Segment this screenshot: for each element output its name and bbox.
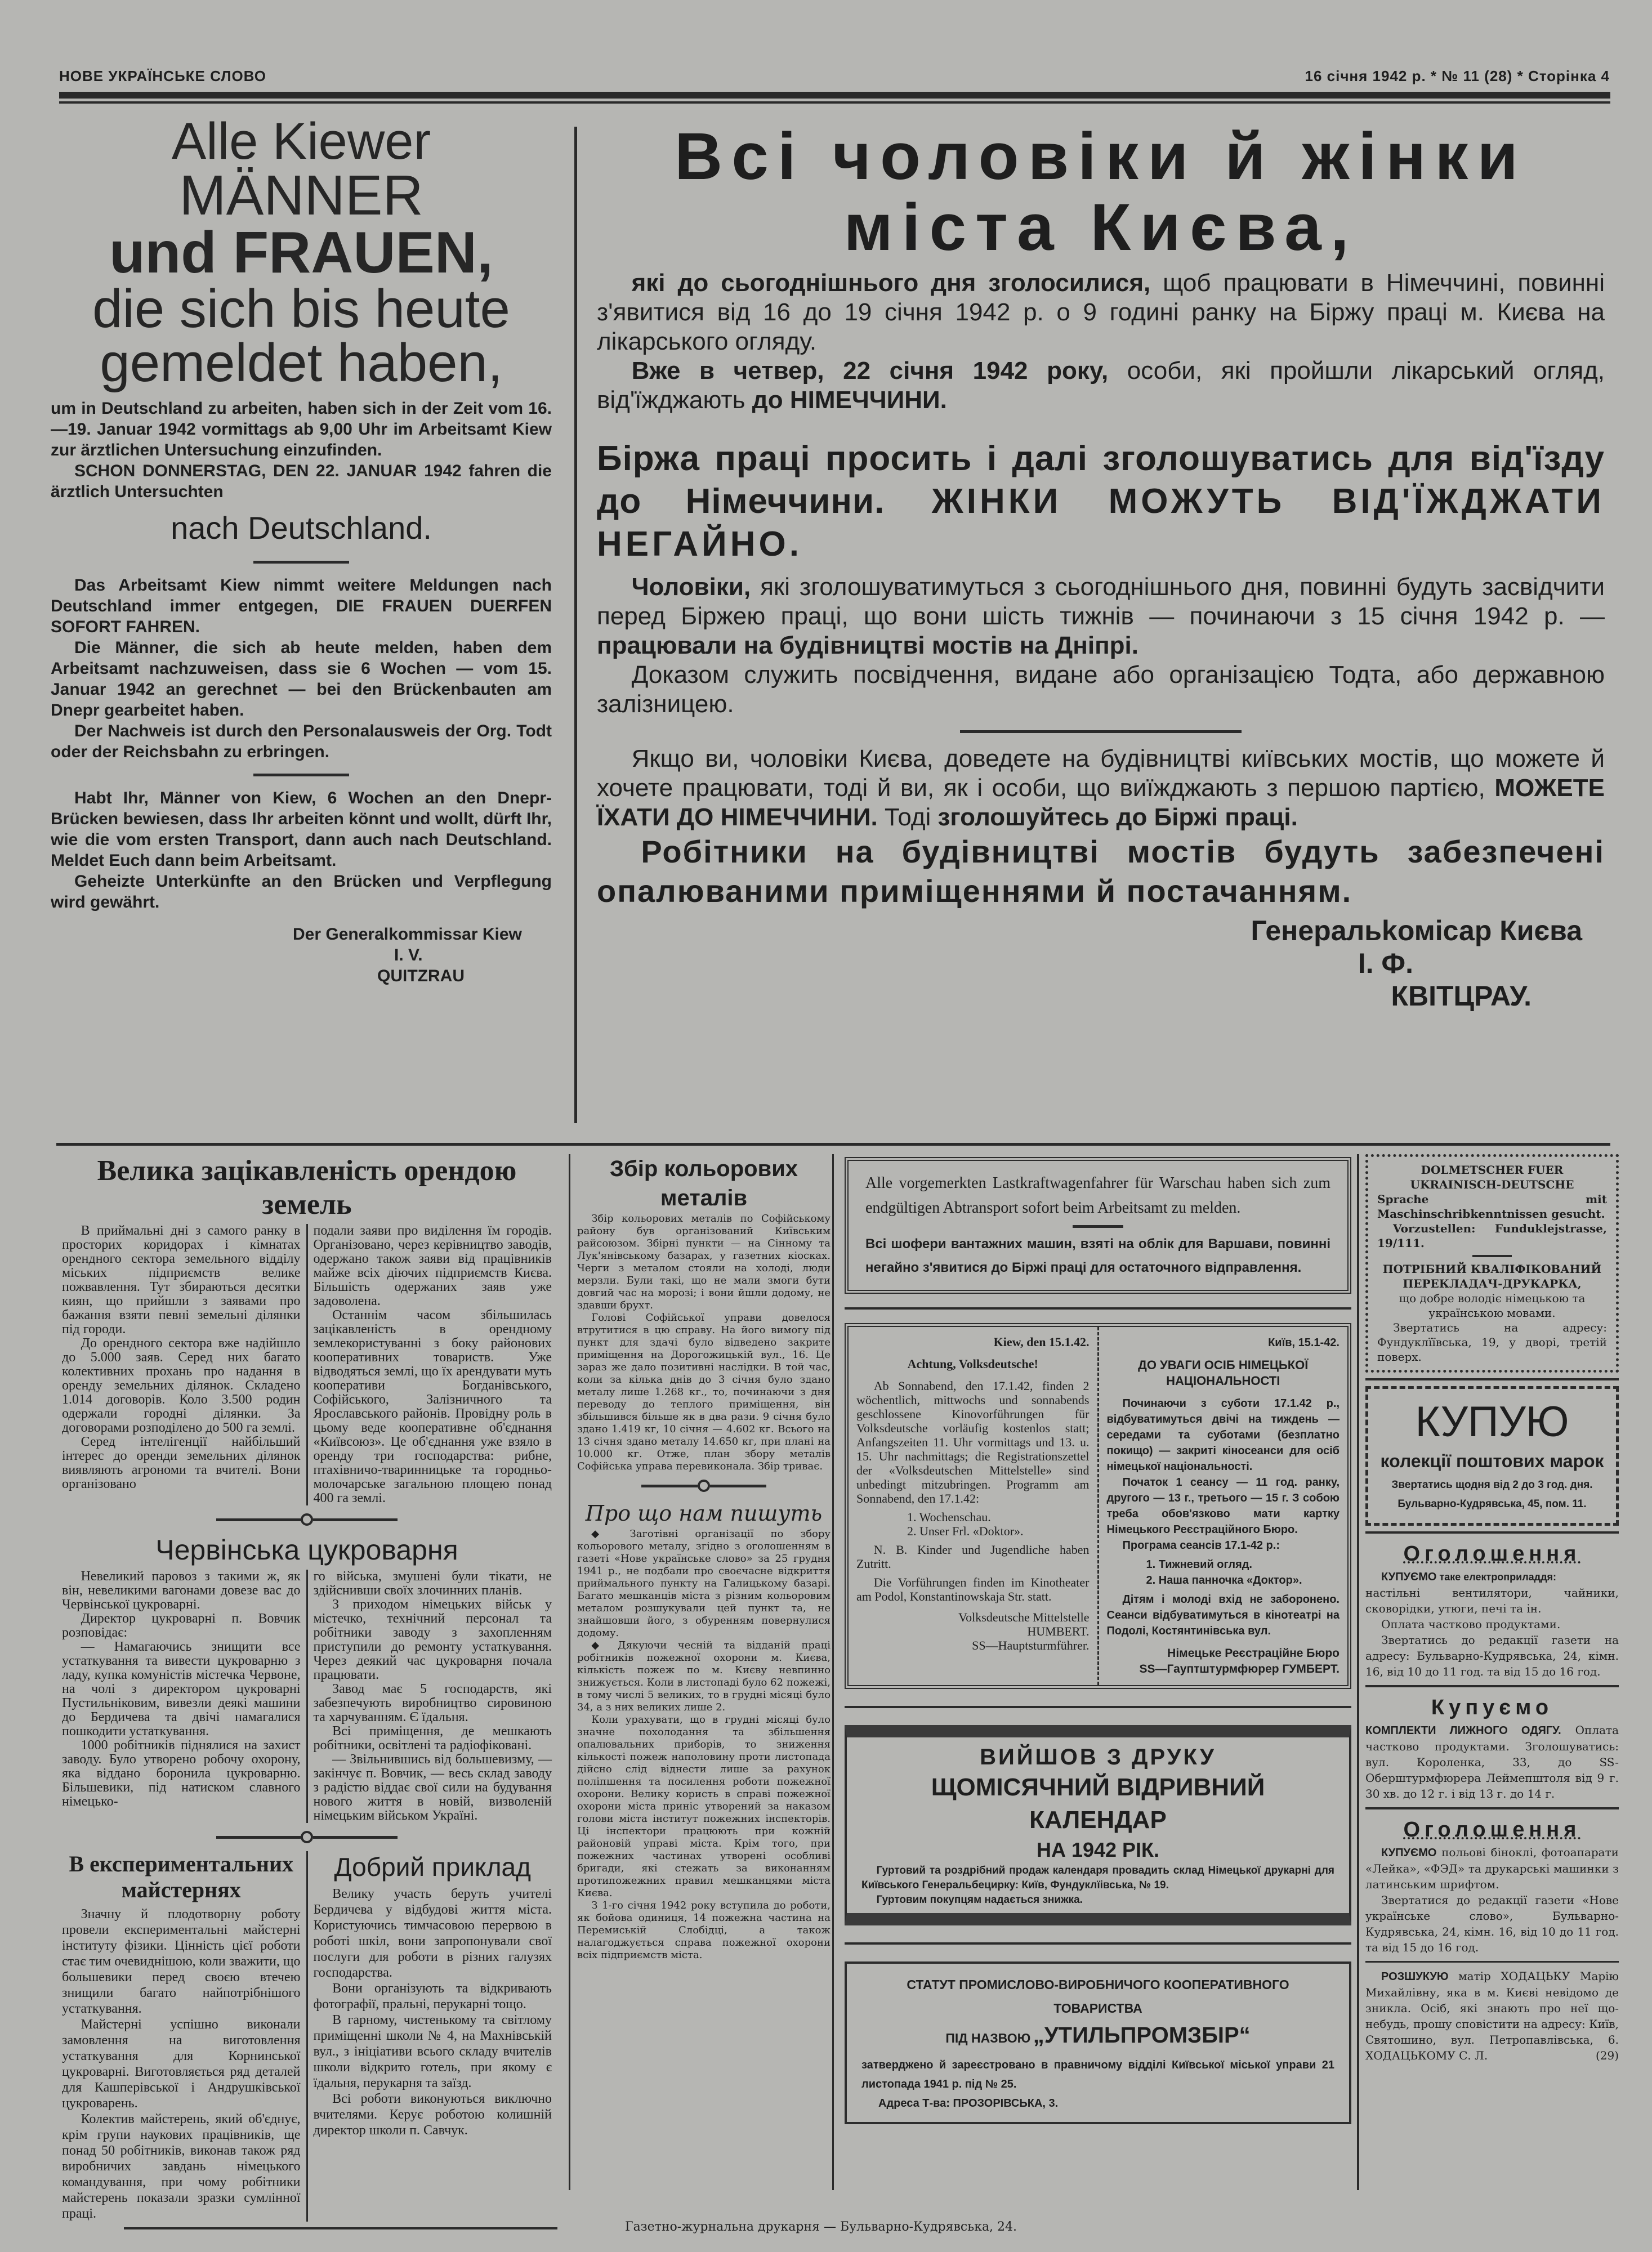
ad-text-de: Alle vorgemerkten Lastkraftwagenfahrer für Warschau haben sich zum endgültigen Abtransport sofort beim Arbeitsamt zu melden. — [865, 1174, 1330, 1217]
uk-big-paragraph-2: Робітники на будівництві мостів будуть забезпечені опалюваними приміщеннями й постачанням. — [597, 834, 1605, 909]
ad-paragraph: Sprache mit Maschinschribkenntnissen gesucht. — [1377, 1192, 1607, 1221]
ad-signature-line: Німецьке Реєстраційне Бюро — [1167, 1647, 1340, 1660]
ad-rule — [1365, 1531, 1619, 1534]
ad-calendar-line2: ЩОМІСЯЧНИЙ ВІДРИВНИЙ КАЛЕНДАР — [931, 1773, 1265, 1834]
ad-rule — [845, 1706, 1351, 1708]
ad-paragraph: Починаючи з суботи 17.1.42 р., відбуватимуться двічі на тиждень — середами та суботами (безплатно покищо) — закриті кіносеанси для осіб німецької національності. — [1106, 1397, 1340, 1473]
ad-address: Адреса Т-ва: ПРОЗОРІВСЬКА, 3. — [878, 2097, 1059, 2110]
ad-paragraph: Гуртовий та роздрібний продаж календаря провадить склад Німецької друкарні для Київського Генеральбецирку: Київ, Фундуклїівська, № 19. — [861, 1865, 1334, 1891]
article-paragraph: В приймальні дні з самого ранку в просторих коридорах і кімнатах орендного сектора земельного відділу міських підприємств велике пожвавлення. Тут збираються десятки киян, що прийшли з заявами про бажання взяти певні земельні ділянки під городи. — [62, 1223, 301, 1337]
issue-info: 16 січня 1942 р. * № 11 (28) * Сторінка 4 — [1305, 68, 1610, 84]
header-rule-thick — [59, 92, 1610, 99]
bottom-left-articles — [56, 1851, 557, 2222]
ad-volksdeutsche — [845, 1323, 1351, 1689]
bottom-rule — [124, 2227, 557, 2229]
ad-paragraph: затверджено й зареєстровано в правничому відділі Київської міської управи 21 листопада 1941 р. під № 25. — [861, 2059, 1334, 2090]
uk-paragraph: які до сьогоднішнього дня зголосилися, щоб працювати в Німеччині, повинні з'явитися від 16 до 19 січня 1942 р. о 9 годині ранку на Біржу праці м. Києва на лікарського огляду. — [597, 269, 1605, 355]
printer-footer: Газетно-журнальна друкарня — Бульварно-Кудрявська, 24. — [625, 2220, 1017, 2234]
de-headline-1: Alle Kiewer — [171, 113, 431, 170]
ad-date: Kiew, den 15.1.42. — [993, 1335, 1090, 1349]
divider — [253, 774, 349, 776]
ad-text-uk: Всі шофери вантажних машин, взяті на облік для Варшави, повинні негайно з'явитися до Біржі праці для остаточного відправлення. — [865, 1236, 1330, 1275]
de-paragraph: Habt Ihr, Männer von Kiew, 6 Wochen an den Dnepr-Brücken bewiesen, dass Ihr arbeiten könnt und wollt, dürft Ihr, wie die vom ersten Transport, dann auch nach Deutschland. Meldet Euch dann beim Arbeitsamt. — [51, 789, 552, 870]
de-headline-5: gemeldet haben, — [100, 333, 503, 393]
german-notice — [51, 115, 552, 986]
program-item: 2. Наша панночка «Доктор». — [1146, 1574, 1302, 1587]
de-paragraph: um in Deutschland zu arbeiten, haben sich in der Zeit vom 16.—19. Januar 1942 vormittags ab 9,00 Uhr im Arbeitsamt Kiew zur ärztlichen Untersuchung einzufinden. — [51, 399, 552, 459]
article-title: Збір кольорових металів — [609, 1156, 798, 1210]
divider — [253, 561, 349, 564]
ad-signature-line: HUMBERT. — [1027, 1624, 1090, 1638]
de-headline-4: die sich bis heute — [92, 279, 510, 339]
ukrainian-notice — [597, 121, 1605, 1012]
uk-paragraph: Якщо ви, чоловіки Києва, доведете на будівництві київських мостів, що можете й хочете працювати, тоді й ви, як і особи, що виїжджають з першою партією, МОЖЕТЕ ЇХАТИ ДО НІМЕЧЧИНИ. Тоді зголошуйтесь до Біржі праці. — [597, 745, 1605, 831]
article-paragraph: Майстерні успішно виконали замовлення на виготовлення устаткування для Корнинської цукроварні. Виготовляється ряд деталей для Кашперівської і Андрушківської цукроварень. — [62, 2017, 301, 2111]
article-paragraph: Директор цукроварні п. Вовчик розповідає: — [62, 1611, 301, 1640]
uk-paragraph: Вже в четвер, 22 січня 1942 року, особи, які пройшли лікарський огляд, від'їжджають до НІМЕЧЧИНИ. — [597, 357, 1605, 414]
de-destination: nach Deutschland. — [171, 510, 432, 546]
ad-paragraph: Оплата частково продуктами. — [1381, 1617, 1561, 1631]
article-title: В експериментальних майстернях — [69, 1851, 294, 1902]
ad-volksdeutsche-uk — [1099, 1327, 1348, 1685]
article-sugar-factory — [56, 1534, 557, 1823]
article-paragraph: Всі приміщення, де мешкають робітники, освітлені та радіофіковані. — [313, 1724, 552, 1753]
ad-number: (29) — [1595, 2049, 1619, 2062]
article-title: Червінська цукроварня — [155, 1534, 458, 1566]
ad-paragraph: N. B. Kinder und Jugendliche haben Zutritt. — [856, 1543, 1090, 1571]
ad-title: ПОТРІБНИЙ КВАЛІФІКОВАНИЙ ПЕРЕКЛАДАЧ-ДРУКАРКА, — [1382, 1262, 1602, 1290]
ad-rule — [1365, 1685, 1619, 1687]
de-headline-3: und FRAUEN, — [109, 220, 493, 285]
ad-interpreter — [1365, 1154, 1619, 1373]
section-title: Оголошення — [1403, 1818, 1581, 1842]
divider — [960, 730, 1242, 733]
ad-address: Vorzustellen: Funduklejstrasse, 19/111. — [1377, 1222, 1607, 1250]
de-paragraph: Die Männer, die sich ab heute melden, haben dem Arbeitsamt nachzuweisen, dass sie 6 Wochen — vom 15. Januar 1942 an gerechnet — bei den Brückenbauten am Dnepr gearbeitet haben. — [51, 638, 552, 720]
article-paragraph: подали заяви про виділення їм городів. Організовано, через керівництво заводів, одержано також заяви від працівників майже всіх діючих підприємств Києва. Більшість одержаних заяв уже задоволена. — [313, 1223, 552, 1308]
section-rule — [56, 1143, 1610, 1146]
uk-paragraph: Доказом служить посвідчення, видане або організацією Тодта, або державною залізницею. — [597, 661, 1605, 718]
article-paragraph: 1000 робітників піднялися на захист заводу. Було утворено робочу охорону, яка віддано боронила цукроварню. Більшевики, під натиском славного німецько- — [62, 1738, 301, 1809]
article-paragraph: го війська, змушені були тікати, не здійснивши своїх злочинних планів. — [313, 1569, 552, 1598]
de-signature-line: I. V. — [394, 946, 423, 964]
paper-name: НОВЕ УКРАЇНСЬКЕ СЛОВО — [59, 68, 267, 84]
column-c — [845, 1157, 1351, 2124]
ad-paragraph: КУПУЄМО таке електроприладдя: — [1381, 1571, 1557, 1583]
column-d — [1365, 1154, 1619, 2063]
ad-statute-name-line: ПІД НАЗВОЮ „УТИЛЬПРОМЗБІР“ — [945, 2023, 1251, 2048]
column-divider — [1357, 1154, 1359, 2190]
article-paragraph: Колектив майстерень, який об'єднує, крім групи наукових працівників, ще понад 50 робітників, виконав також ряд виробничих завдань німецького командування, при чому робітники майстерень показали зразки сумлінної праці. — [62, 2112, 301, 2221]
ad-volksdeutsche-de — [849, 1327, 1099, 1685]
divider — [1073, 1225, 1123, 1228]
uk-big-paragraph: Біржа праці просить і далі зголошуватись для від'їзду до Німеччини. ЖІНКИ МОЖУТЬ ВІД'ЇЖДЖАТИ НЕГАЙНО. — [597, 439, 1605, 564]
ad-paragraph: Ab Sonnabend, den 17.1.42, finden 2 wöchentlich, mittwochs und sonnabends geschlossene Kinovorführungen für Volksdeutsche vorläufig kostenlos statt; Anfangszeiten 11. Uhr vormittags und 13. u. 15. Uhr nachmittags; die Registrationszettel der «Volksdeutschen Mittelstelle» sind unbedingt mitzubringen. Programm am Sonnabend, den 17.1.42: — [856, 1379, 1090, 1505]
ad-paragraph: КОМПЛЕКТИ ЛИЖНОГО ОДЯГУ. Оплата частково продуктами. Зголошуватись: вул. Короленка, 33, до SS-Оберштурмфюрера Леймепштоля від 9 г. 30 хв. до 12 г. і від 13 г. до 14 г. — [1365, 1723, 1619, 1800]
ad-title: ДО УВАГИ ОСІБ НІМЕЦЬКОЇ НАЦІОНАЛЬНОСТІ — [1138, 1358, 1309, 1388]
article-title: Про що нам пишуть — [585, 1501, 823, 1526]
column-a — [56, 1154, 557, 2235]
ad-signature-line: SS—Hauptsturmführer. — [972, 1638, 1090, 1652]
article-paragraph: ◆ Заготівні організації по збору кольорового металу, згідно з оголошенням в газеті «Нове українське слово» за 25 грудня 1941 р., не подбали про своєчасне відкриття приймального пункту на Галицькому базарі. Багато мешканців міста з різним кольоровим металом розшукували цей пункт та, не знайшовши його, з обуренням повернулися додому. — [577, 1528, 831, 1639]
ad-rule — [845, 1942, 1351, 1945]
de-headline-2: MÄNNER — [179, 164, 423, 227]
de-paragraph: SCHON DONNERSTAG, DEN 22. JANUAR 1942 fahren die ärztlich Untersuchten — [51, 462, 552, 501]
column-metals — [577, 1154, 831, 1961]
article-paragraph: — Намагаючись знищити все устаткування та вивести цукроварню з ладу, купка комуністів містечка Червоне, на чолі з директором цукроварні Пустильніковим, вивезли деякі машини до Бердичева та двічі намагалися пошкодити устаткування. — [62, 1639, 301, 1739]
uk-headline-1: Всі чоловіки й жінки — [675, 119, 1527, 194]
de-paragraph: Geheizte Unterkünfte an den Brücken und Verpflegung wird gewährt. — [51, 872, 552, 911]
ad-paragraph: Звертатися до редакції газети «Нове українське слово», Бульварно-Кудрявська, 24, кімн. 16, від 10 до 11 год. та від 15 до 16 год. — [1365, 1893, 1619, 1954]
uk-paragraph: Чоловіки, які зголошуватимуться з сьогоднішнього дня, повинні будуть засвідчити перед Біржею праці, що вони шість тижнів — починаючи з 15 січня 1942 р. — працювали на будівництві мостів на Дніпрі. — [597, 573, 1605, 659]
article-paragraph: Останнім часом збільшилась зацікавленість в орендному землекористуванні з боку районових кооперативних товариств. Уже відводяться землі, що їх арендувати муть кооперативи Богданівського, Софійського, Залізничного та Ярославського районів. Провідну роль в цьому веде кооперативне об'єднання «Київсоюз». Це об'єднання уже взяло в оренду три господарства: рибне, птахівничо-тваринницьке та городньо-молочарське загальною площею понад 400 га землі. — [313, 1308, 552, 1505]
ad-title: КУПУЮ — [1415, 1398, 1569, 1446]
de-signature-line: Der Generalkommissar Kiew — [293, 925, 522, 944]
ad-signature-line: SS—Гауптштурмфюрер ГУМБЕРТ. — [1139, 1663, 1340, 1675]
column-divider — [832, 1154, 834, 2190]
diamond-bullet-icon: ◆ — [591, 1528, 630, 1540]
ad-rule — [1365, 1378, 1619, 1380]
article-paragraph: З приходом німецьких військ у містечко, технічний персонал та робітники заводу з захопленням приступили до ремонту устаткування. Через деякий час цукроварня почала працювати. — [313, 1597, 552, 1682]
ad-title: DOLMETSCHER FUER UKRAINISCH-DEUTSCHE — [1410, 1163, 1574, 1191]
article-paragraph: Голові Софійської управи довелося втрутитися в цю справу. На його вимогу під пункт для здачі було відведено закрите приміщення на Дорогожицькій вул., 16. Це зараз же дало позитивні наслідки. В той час, коли за кілька днів до 3 січня було здано металу лише 1.268 кг., то, починаючи з дня переводу до теплого приміщення, він збільшився більше як в два рази. 9 січня було здано 1.419 кг, 10 січня — 4.602 кг. Всього на 13 січня здано металу 14.650 кг, при плані на 10.000 кг. Отже, план збору металів Софійська управа перевиконала. Збір триває. — [577, 1312, 831, 1472]
article-paragraph: Невеликий паровоз з такими ж, як він, невеликими вагонами довезе вас до Червінської цукроварні. — [62, 1569, 301, 1612]
article-paragraph: Коли урахувати, що в грудні місяці було значне похолодання та збільшення опалювальних приборів, то зниження кількості пожеж наполовину проти листопада дійсно слід віднести лише за рахунок поліпшення та посилення роботи пожежної охорони. Велику користь в справі пожежної охорони міста приніс утворений за наказом голови міста інститут пожежних інспекторів. Ці інспектори працюють при кожній районовій управі міста. Крім того, при пожежних частинах утворені особливі бригади, які стежать за виконанням протипожежних правил мешканцями міста Києва. — [577, 1714, 831, 1899]
ad-rule — [845, 1307, 1351, 1310]
classified-column — [1365, 1539, 1619, 2063]
ad-paragraph: Звертатись до редакції газети на адресу: Бульварно-Кудрявська, 24, кімн. 16, від 10 до 11 год. та від 15 до 16 год. — [1365, 1633, 1619, 1678]
ad-signature-line: Volksdeutsche Mittelstelle — [958, 1610, 1090, 1624]
ad-paragraph: Дітям і молоді вхід не заборонено. Сеанси відбуватимуться в кінотеатрі на Подолі, Костянтинівська вул. — [1106, 1593, 1340, 1637]
uk-headline-2: міста Києва, — [843, 190, 1358, 265]
article-paragraph: Значну й плодотворну роботу провели експериментальні майстерні інституту фізики. Цінність цієї роботи стає тим очевиднішою, коли зважити, що большевики перед своєю втечею знищили багато найпотрібнішого устаткування. — [62, 1907, 301, 2016]
cooperative-name: „УТИЛЬПРОМЗБІР“ — [1033, 2023, 1251, 2048]
ad-address: Звертатись на адресу: Фундуклїївська, 19, у дворі, третій поверх. — [1377, 1321, 1607, 1364]
article-title: Велика зацікавленість орендою земель — [97, 1155, 517, 1221]
article-good-example — [306, 1851, 558, 2222]
divider — [1472, 1255, 1512, 1257]
ad-paragraph: Гуртовим покупцям надається знижка. — [876, 1894, 1083, 1906]
uk-signature-line: І. Ф. — [1358, 948, 1413, 979]
ad-paragraph: КУПУЄМО польові біноклі, фотоапарати «Лейка», «ФЭД» та друкарські машинки з латинським шрифтом. — [1365, 1846, 1619, 1891]
article-paragraph: ◆ Дякуючи чесній та відданій праці робітників пожежної охорони м. Києва, кількість пожеж по м. Києву невпинно знижується. Коли в листопаді було 62 пожежі, в тому числі 5 великих, то в грудні місяці було 34, а з них великих лише 2. — [577, 1639, 831, 1713]
ad-truck-drivers — [845, 1157, 1351, 1294]
article-paragraph: Всі роботи виконуються виключно вчителями. Керує роботою колишній директор школи п. Савчук. — [313, 2092, 552, 2138]
diamond-bullet-icon: ◆ — [591, 1639, 618, 1651]
article-workshops — [56, 1851, 306, 2222]
article-title: Добрий приклад — [334, 1852, 531, 1882]
ornament-divider — [577, 1480, 831, 1492]
article-paragraph: Збір кольорових металів по Софійському району був організований Київським райсоюзом. Збірні пункти — на Сінному та Лук'янівському базарах, у газетних кіосках. Черги з металом стояли на холоді, люди мерзли. Були такі, що не мали змоги бути довгий час на морозі; і вони йшли додому, не здавши брухт. — [577, 1213, 831, 1311]
ad-program-title: Програма сеансів 17.1-42 р.: — [1122, 1539, 1280, 1552]
uk-signature-line: КВІТЦРАУ. — [1391, 980, 1532, 1012]
ad-paragraph: що добре володіє німецькою та українською мовами. — [1399, 1292, 1586, 1320]
ad-stamps — [1365, 1386, 1619, 1526]
ad-title: Achtung, Volksdeutsche! — [907, 1357, 1038, 1371]
ad-statute — [845, 1961, 1351, 2124]
ad-calendar — [845, 1725, 1351, 1925]
ornament-divider — [56, 1513, 557, 1526]
program-item: 1. Wochenschau. — [907, 1510, 991, 1524]
section-title: Оголошення — [1403, 1542, 1581, 1566]
uk-signature-line: Генеральkомісар Києва — [1251, 915, 1582, 946]
ad-paragraph: Початок 1 сеансу — 11 год. ранку, другого — 13 г., третього — 15 г. З собою треба обов'язково мати картку Німецького Реєстраційного Бюро. — [1106, 1476, 1340, 1536]
article-paragraph: З 1-го січня 1942 року вступила до роботи, як бойова одиниця, 14 пожежна частина на Перемиській Слобідці, а також налагоджується справа пожежної охорони всіх підприємств міста. — [577, 1900, 831, 1961]
article-paragraph: Завод має 5 господарств, які забезпечують виробництво сировиною та харчуванням. Є їдальня. — [313, 1682, 552, 1724]
article-paragraph: Вони організують та відкривають фотографії, пральні, перукарні тощо. — [313, 1981, 552, 2012]
de-paragraph: Das Arbeitsamt Kiew nimmt weitere Meldungen nach Deutschland immer entgegen, DIE FRAUEN DUERFEN SOFORT FAHREN. — [51, 576, 552, 636]
ad-paragraph: настільні вентилятори, чайники, сковорідки, утюги, печі та ін. — [1365, 1586, 1619, 1615]
program-item: 2. Unser Frl. «Doktor». — [907, 1524, 1024, 1538]
column-divider — [569, 1154, 570, 2190]
article-paragraph: Серед інтелігенції найбільший інтерес до оренди земельних ділянок виявляють агрономи та вчителі. Вони організовано — [62, 1435, 301, 1491]
program-item: 1. Тижневий огляд. — [1146, 1558, 1252, 1571]
article-paragraph: В гарному, чистенькому та світлому приміщенні школи № 4, на Махнівській вул., з ініціативи всього складу вчителів школи відкрито готель, при якому є їдальня, перукарня та заїзд. — [313, 2013, 552, 2090]
ad-hours: Звертатись щодня від 2 до 3 год. дня. — [1391, 1479, 1593, 1491]
article-paragraph: До орендного сектора вже надійшло до 5.000 заяв. Серед них багато колективних прохань про надання в оренду земельних ділянок. Складено 1.014 договорів. Коло 3.500 родин одержали городні ділянки. За договорами розподілено до 500 га землі. — [62, 1336, 301, 1435]
de-paragraph: Der Nachweis ist durch den Personalausweis der Org. Todt oder der Reichsbahn zu erbringen. — [51, 722, 552, 761]
ad-paragraph: Die Vorführungen finden im Kinotheater am Podol, Konstantinowskaja Str. statt. — [856, 1575, 1090, 1603]
article-paragraph: — Звільнившись від большевизму, — закінчує п. Вовчик, — весь склад заводу з радістю віддає свої сили на будування нового життя в новій, визволеній німецьким військом Україні. — [313, 1752, 552, 1823]
de-signature — [293, 924, 552, 986]
ad-rule — [1365, 1807, 1619, 1809]
header-rule-thin — [59, 101, 1610, 104]
article-paragraph: Велику участь беруть учителі Бердичева у відбудові життя міста. Користуючись тимчасовою перервою в роботі шкіл, вони запропонували свої послуги для роботи в різних галузях господарства. — [313, 1887, 552, 1980]
article-land-lease — [56, 1154, 557, 1505]
ad-calendar-line1: ВИЙШОВ З ДРУКУ — [980, 1745, 1216, 1770]
column-divider — [574, 127, 577, 1123]
ad-subtitle: колекції поштових марок — [1380, 1451, 1604, 1471]
ad-date: Київ, 15.1-42. — [1268, 1337, 1340, 1349]
uk-signature — [597, 914, 1605, 1012]
ad-statute-line1: СТАТУТ ПРОМИСЛОВО-ВИРОБНИЧОГО КООПЕРАТИВНОГО ТОВАРИСТВА — [907, 1977, 1289, 2016]
ornament-divider — [56, 1831, 557, 1843]
ad-rule — [1365, 1961, 1619, 1963]
ad-calendar-line3: НА 1942 РІК. — [1036, 1838, 1160, 1861]
de-signature-line: QUITZRAU — [377, 967, 465, 985]
ad-search: РОЗШУКУЮ матір ХОДАЦЬКУ Марію Михайлівну, яка в м. Києві невідомо де зникла. Осіб, які знають про неї що-небудь, прошу сповістити на адресу: Київ, Святошино, вул. Петропавлівська, 6. ХОДАЦЬКОМУ С. Л. (29) — [1365, 1969, 1619, 2062]
section-title: Купуємо — [1431, 1696, 1553, 1719]
ad-address: Бульварно-Кудрявська, 45, пом. 11. — [1397, 1498, 1587, 1510]
